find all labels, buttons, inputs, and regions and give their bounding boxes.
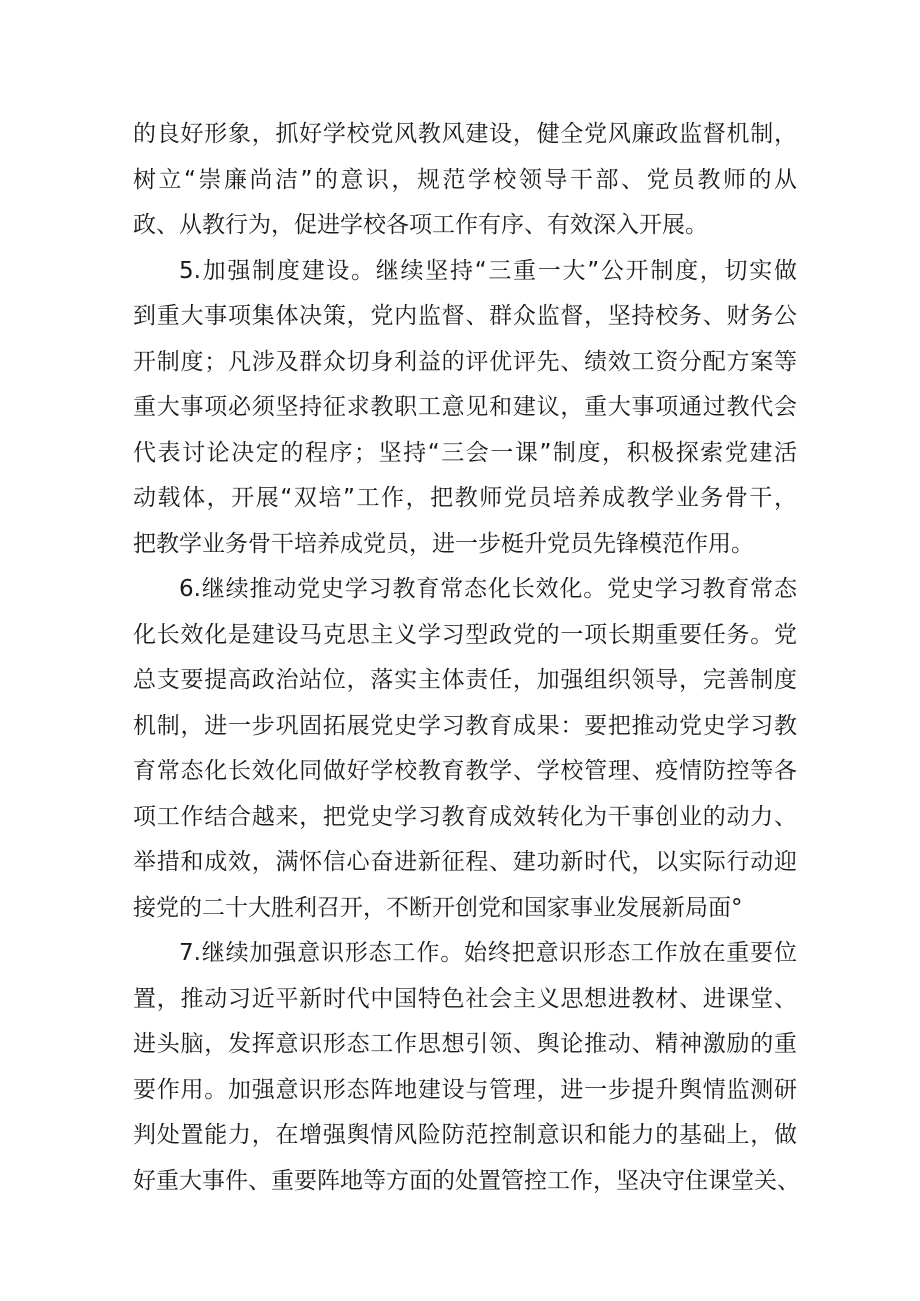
- section-5-heading-line: 5.加强制度建设。继续坚持“三重一大”公开制度，切实做: [179, 257, 797, 284]
- section-6-heading-line: 6.继续推动党史学习教育常态化长效化。党史学习教育常态: [179, 576, 797, 602]
- text-line: 代表讨论决定的程序；坚持“三会一课”制度，积极探索党建活: [133, 439, 797, 466]
- text-line: 举措和成效，满怀信心奋进新征程、建功新时代，以实际行动迎: [133, 849, 797, 875]
- text-line: 项工作结合越来，把党史学习教育成效转化为干事创业的动力、: [133, 803, 797, 830]
- document-page: [133, 112, 800, 1204]
- text-line: 进头脑，发挥意识形态工作思想引领、舆论推动、精神激励的重: [133, 1031, 797, 1057]
- text-line: 置，推动习近平新时代中国特色社会主义思想进教材、进课堂、: [133, 985, 797, 1012]
- text-line: 育常态化长效化同做好学校教育教学、学校管理、疫情防控等各: [133, 758, 797, 784]
- text-line: 的良好形象，抓好学校党风教风建设，健全党风廉政监督机制，: [133, 121, 797, 147]
- text-line: 要作用。加强意识形态阵地建设与管理，进一步提升舆情监测研: [133, 1076, 797, 1103]
- text-line: 总支要提高政治站位，落实主体责任，加强组织领导，完善制度: [133, 667, 797, 693]
- text-line: 政、从教行为，促进学校各项工作有序、有效深入开展。: [133, 212, 708, 238]
- text-line: 好重大事件、重要阵地等方面的处置管控工作，坚决守住课堂关、: [133, 1167, 800, 1194]
- text-line: 动载体，开展“双培”工作，把教师党员培养成教学业务骨干，: [133, 485, 797, 511]
- text-line: 化长效化是建设马克思主义学习型政党的一项长期重要任务。党: [133, 621, 797, 648]
- text-line: 重大事项必须坚持征求教职工意见和建议，重大事项通过教代会: [133, 394, 797, 420]
- text-line: 开制度；凡涉及群众切身利益的评优评先、绩效工资分配方案等: [133, 348, 797, 375]
- section-7-heading-line: 7.继续加强意识形态工作。始终把意识形态工作放在重要位: [179, 940, 797, 966]
- text-line: 判处置能力，在增强舆情风险防范控制意识和能力的基础上，做: [133, 1122, 797, 1148]
- text-line: 把教学业务骨干培养成党员，进一步梃升党员先锋模范作用。: [133, 530, 754, 557]
- text-line: 到重大事项集体决策，党内监督、群众监督，坚持校务、财务公: [133, 303, 797, 329]
- text-line: 机制，进一步巩固拓展党史学习教育成果：要把推动党史学习教: [133, 712, 797, 739]
- text-line: 树立“崇廉尚洁”的意识，规范学校领导干部、党员教师的从: [133, 166, 797, 193]
- text-line: 接党的二十大胜利召开，不断开创党和国家事业发展新局面°: [133, 894, 743, 921]
